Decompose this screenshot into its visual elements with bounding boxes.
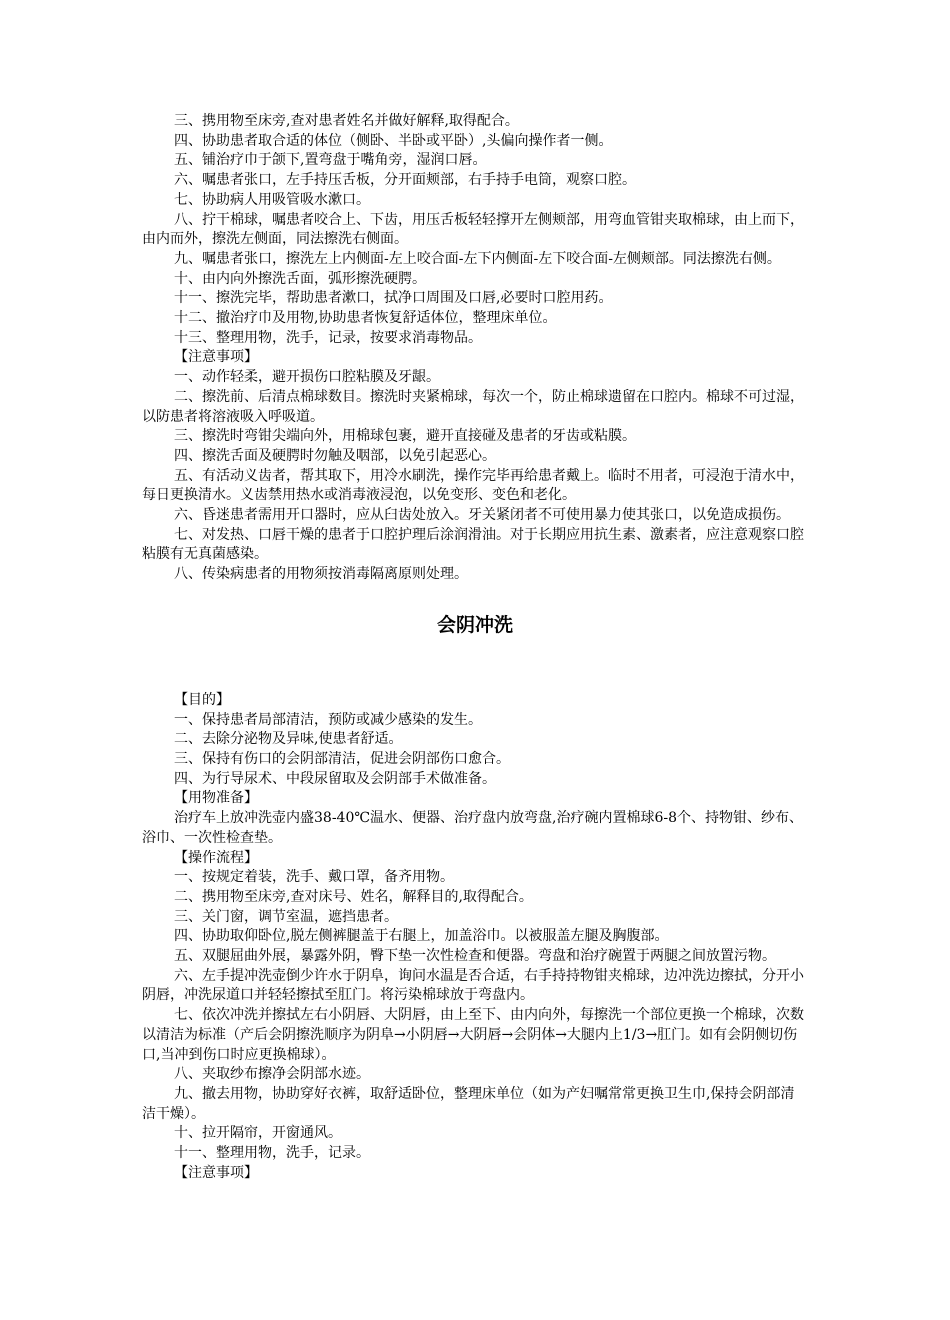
paragraph: 五、有活动义齿者，帮其取下，用冷水刷洗，操作完毕再给患者戴上。临时不用者，可浸泡于清水中，每日更换清水。义齿禁用热水或消毒液浸泡，以免变形、变色和老化。: [142, 467, 804, 504]
oral-care-continued-section: [142, 112, 808, 585]
paragraph: 治疗车上放冲洗壶内盛38-40℃温水、便器、治疗盘内放弯盘,治疗碗内置棉球6-8个、持物钳、纱布、浴巾、一次性检查垫。: [142, 810, 804, 846]
paragraph: 一、保持患者局部清洁，预防或减少感染的发生。: [174, 711, 482, 728]
paragraph: 十一、擦洗完毕，帮助患者漱口，拭净口周围及口唇,必要时口腔用药。: [174, 290, 613, 307]
section-label-precautions: 【注意事项】: [174, 1164, 258, 1181]
paragraph: 四、擦洗舌面及硬腭时勿触及咽部，以免引起恶心。: [174, 447, 496, 464]
section-label-purpose: 【目的】: [174, 691, 230, 708]
section-label-procedure: 【操作流程】: [174, 849, 258, 866]
paragraph: 四、协助取仰卧位,脱左侧裤腿盖于右腿上，加盖浴巾。以被服盖左腿及胸腹部。: [174, 928, 669, 945]
section-heading: 会阴冲洗: [436, 613, 513, 636]
paragraph: 八、夹取纱布擦净会阴部水迹。: [174, 1066, 370, 1083]
paragraph: 六、昏迷患者需用开口器时，应从臼齿处放入。牙关紧闭者不可使用暴力使其张口，以免造成损伤。: [174, 507, 790, 524]
paragraph: 十一、整理用物，洗手，记录。: [174, 1145, 370, 1162]
paragraph: 二、携用物至床旁,查对床号、姓名，解释目的,取得配合。: [174, 888, 533, 905]
paragraph: 七、对发热、口唇干燥的患者于口腔护理后涂润滑油。对于长期应用抗生素、激素者，应注意观察口腔粘膜有无真菌感染。: [142, 526, 804, 563]
paragraph: 六、左手提冲洗壶倒少许水于阴阜，询问水温是否合适，右手持持物钳夹棉球，边冲洗边擦拭，分开小阴唇，冲洗尿道口并轻轻擦拭至肛门。将污染棉球放于弯盘内。: [142, 967, 804, 1004]
paragraph: 九、撤去用物，协助穿好衣裤，取舒适卧位，整理床单位（如为产妇嘱常常更换卫生巾,保持会阴部清洁干燥）。: [142, 1085, 795, 1122]
paragraph: 二、擦洗前、后清点棉球数目。擦洗时夹紧棉球，每次一个，防止棉球遗留在口腔内。棉球不可过湿，以防患者将溶液吸入呼吸道。: [142, 388, 804, 425]
paragraph: 七、协助病人用吸管吸水漱口。: [174, 191, 370, 208]
paragraph: 十、由内向外擦洗舌面，弧形擦洗硬腭。: [174, 270, 426, 287]
paragraph: 六、嘱患者张口，左手持压舌板，分开面颊部，右手持手电筒，观察口腔。: [174, 172, 636, 189]
section-label-precautions: 【注意事项】: [174, 349, 258, 366]
paragraph: 三、关门窗，调节室温，遮挡患者。: [174, 908, 398, 925]
paragraph: 九、嘱患者张口，擦洗左上内侧面-左上咬合面-左下内侧面-左下咬合面-左侧颊部。同法擦洗右侧。: [174, 250, 781, 267]
paragraph: 十二、撤治疗巾及用物,协助患者恢复舒适体位，整理床单位。: [174, 310, 557, 327]
paragraph: 八、传染病患者的用物须按消毒隔离原则处理。: [174, 566, 468, 583]
paragraph: 八、拧干棉球，嘱患者咬合上、下齿，用压舌板轻轻撑开左侧颊部，用弯血管钳夹取棉球，由上而下，由内而外，擦洗左侧面，同法擦洗右侧面。: [142, 211, 804, 248]
document-page: [142, 112, 808, 1183]
paragraph: 十、拉开隔帘，开窗通风。: [174, 1125, 342, 1142]
paragraph: 四、协助患者取合适的体位（侧卧、半卧或平卧）,头偏向操作者一侧。: [174, 132, 613, 149]
paragraph: 五、铺治疗巾于颌下,置弯盘于嘴角旁，湿润口唇。: [174, 152, 487, 169]
paragraph: 一、按规定着装，洗手、戴口罩，备齐用物。: [174, 869, 454, 886]
paragraph: 三、携用物至床旁,查对患者姓名并做好解释,取得配合。: [174, 113, 519, 129]
spacer: [142, 637, 808, 691]
paragraph: 二、去除分泌物及异味,使患者舒适。: [174, 731, 403, 748]
paragraph: 五、双腿屈曲外展，暴露外阴，臀下垫一次性检查和便器。弯盘和治疗碗置于两腿之间放置污物。: [174, 948, 776, 965]
paragraph: 三、保持有伤口的会阴部清洁，促进会阴部伤口愈合。: [174, 750, 510, 767]
paragraph: 十三、整理用物，洗手，记录，按要求消毒物品。: [174, 329, 482, 346]
paragraph: 一、动作轻柔，避开损伤口腔粘膜及牙龈。: [174, 369, 440, 386]
perineal-irrigation-section: [142, 691, 808, 1184]
paragraph: 七、依次冲洗并擦拭左右小阴唇、大阴唇，由上至下、由内向外，每擦洗一个部位更换一个棉球，次数以清洁为标准（产后会阴擦洗顺序为阴阜→小阴唇→大阴唇→会阴体→大腿内上1/3→肛门。如有会阴侧切伤口,当冲到伤口时应更换棉球）。: [142, 1007, 804, 1063]
section-label-supplies: 【用物准备】: [174, 790, 258, 807]
paragraph: 三、擦洗时弯钳尖端向外，用棉球包裹，避开直接碰及患者的牙齿或粘膜。: [174, 428, 636, 445]
paragraph: 四、为行导尿术、中段尿留取及会阴部手术做准备。: [174, 770, 496, 787]
